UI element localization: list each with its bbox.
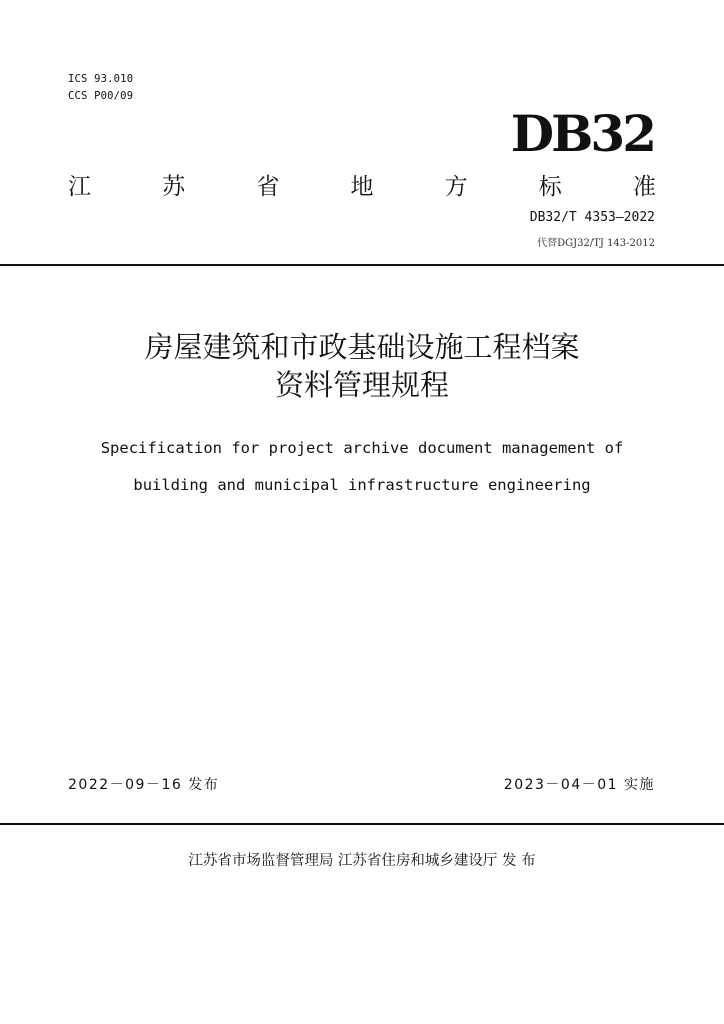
standard-type-char: 方	[444, 174, 468, 200]
title-chinese	[62, 328, 662, 404]
bottom-divider	[0, 823, 724, 825]
title-english-line: building and municipal infrastructure engineering	[133, 476, 591, 494]
classification-codes	[68, 71, 133, 105]
standard-type-char: 地	[350, 174, 374, 200]
standard-type-char: 准	[632, 174, 656, 200]
ccs-code: CCS P00/09	[68, 90, 134, 102]
standard-number: DB32/T 4353—2022	[529, 210, 655, 225]
standard-type-char: 江	[68, 174, 91, 200]
replaces-standard: 代替DGJ32/TJ 143-2012	[537, 238, 655, 249]
issue-date: 2022－09－16 发布	[68, 777, 220, 793]
implementation-date: 2023－04－01 实施	[503, 777, 655, 793]
top-divider	[0, 264, 724, 266]
ics-code: ICS 93.010	[68, 73, 134, 85]
standard-type	[68, 172, 656, 202]
publisher: 江苏省市场监督管理局 江苏省住房和城乡建设厅 发 布	[188, 853, 536, 869]
title-english-line: Specification for project archive document management of	[100, 439, 624, 457]
standard-type-char: 标	[538, 174, 562, 200]
title-chinese-line: 资料管理规程	[274, 368, 449, 402]
standard-type-char: 省	[256, 174, 280, 200]
standard-type-char: 苏	[162, 174, 186, 200]
db32-logo: DB32	[510, 104, 654, 163]
title-english	[40, 430, 684, 504]
title-chinese-line: 房屋建筑和市政基础设施工程档案	[144, 330, 580, 364]
